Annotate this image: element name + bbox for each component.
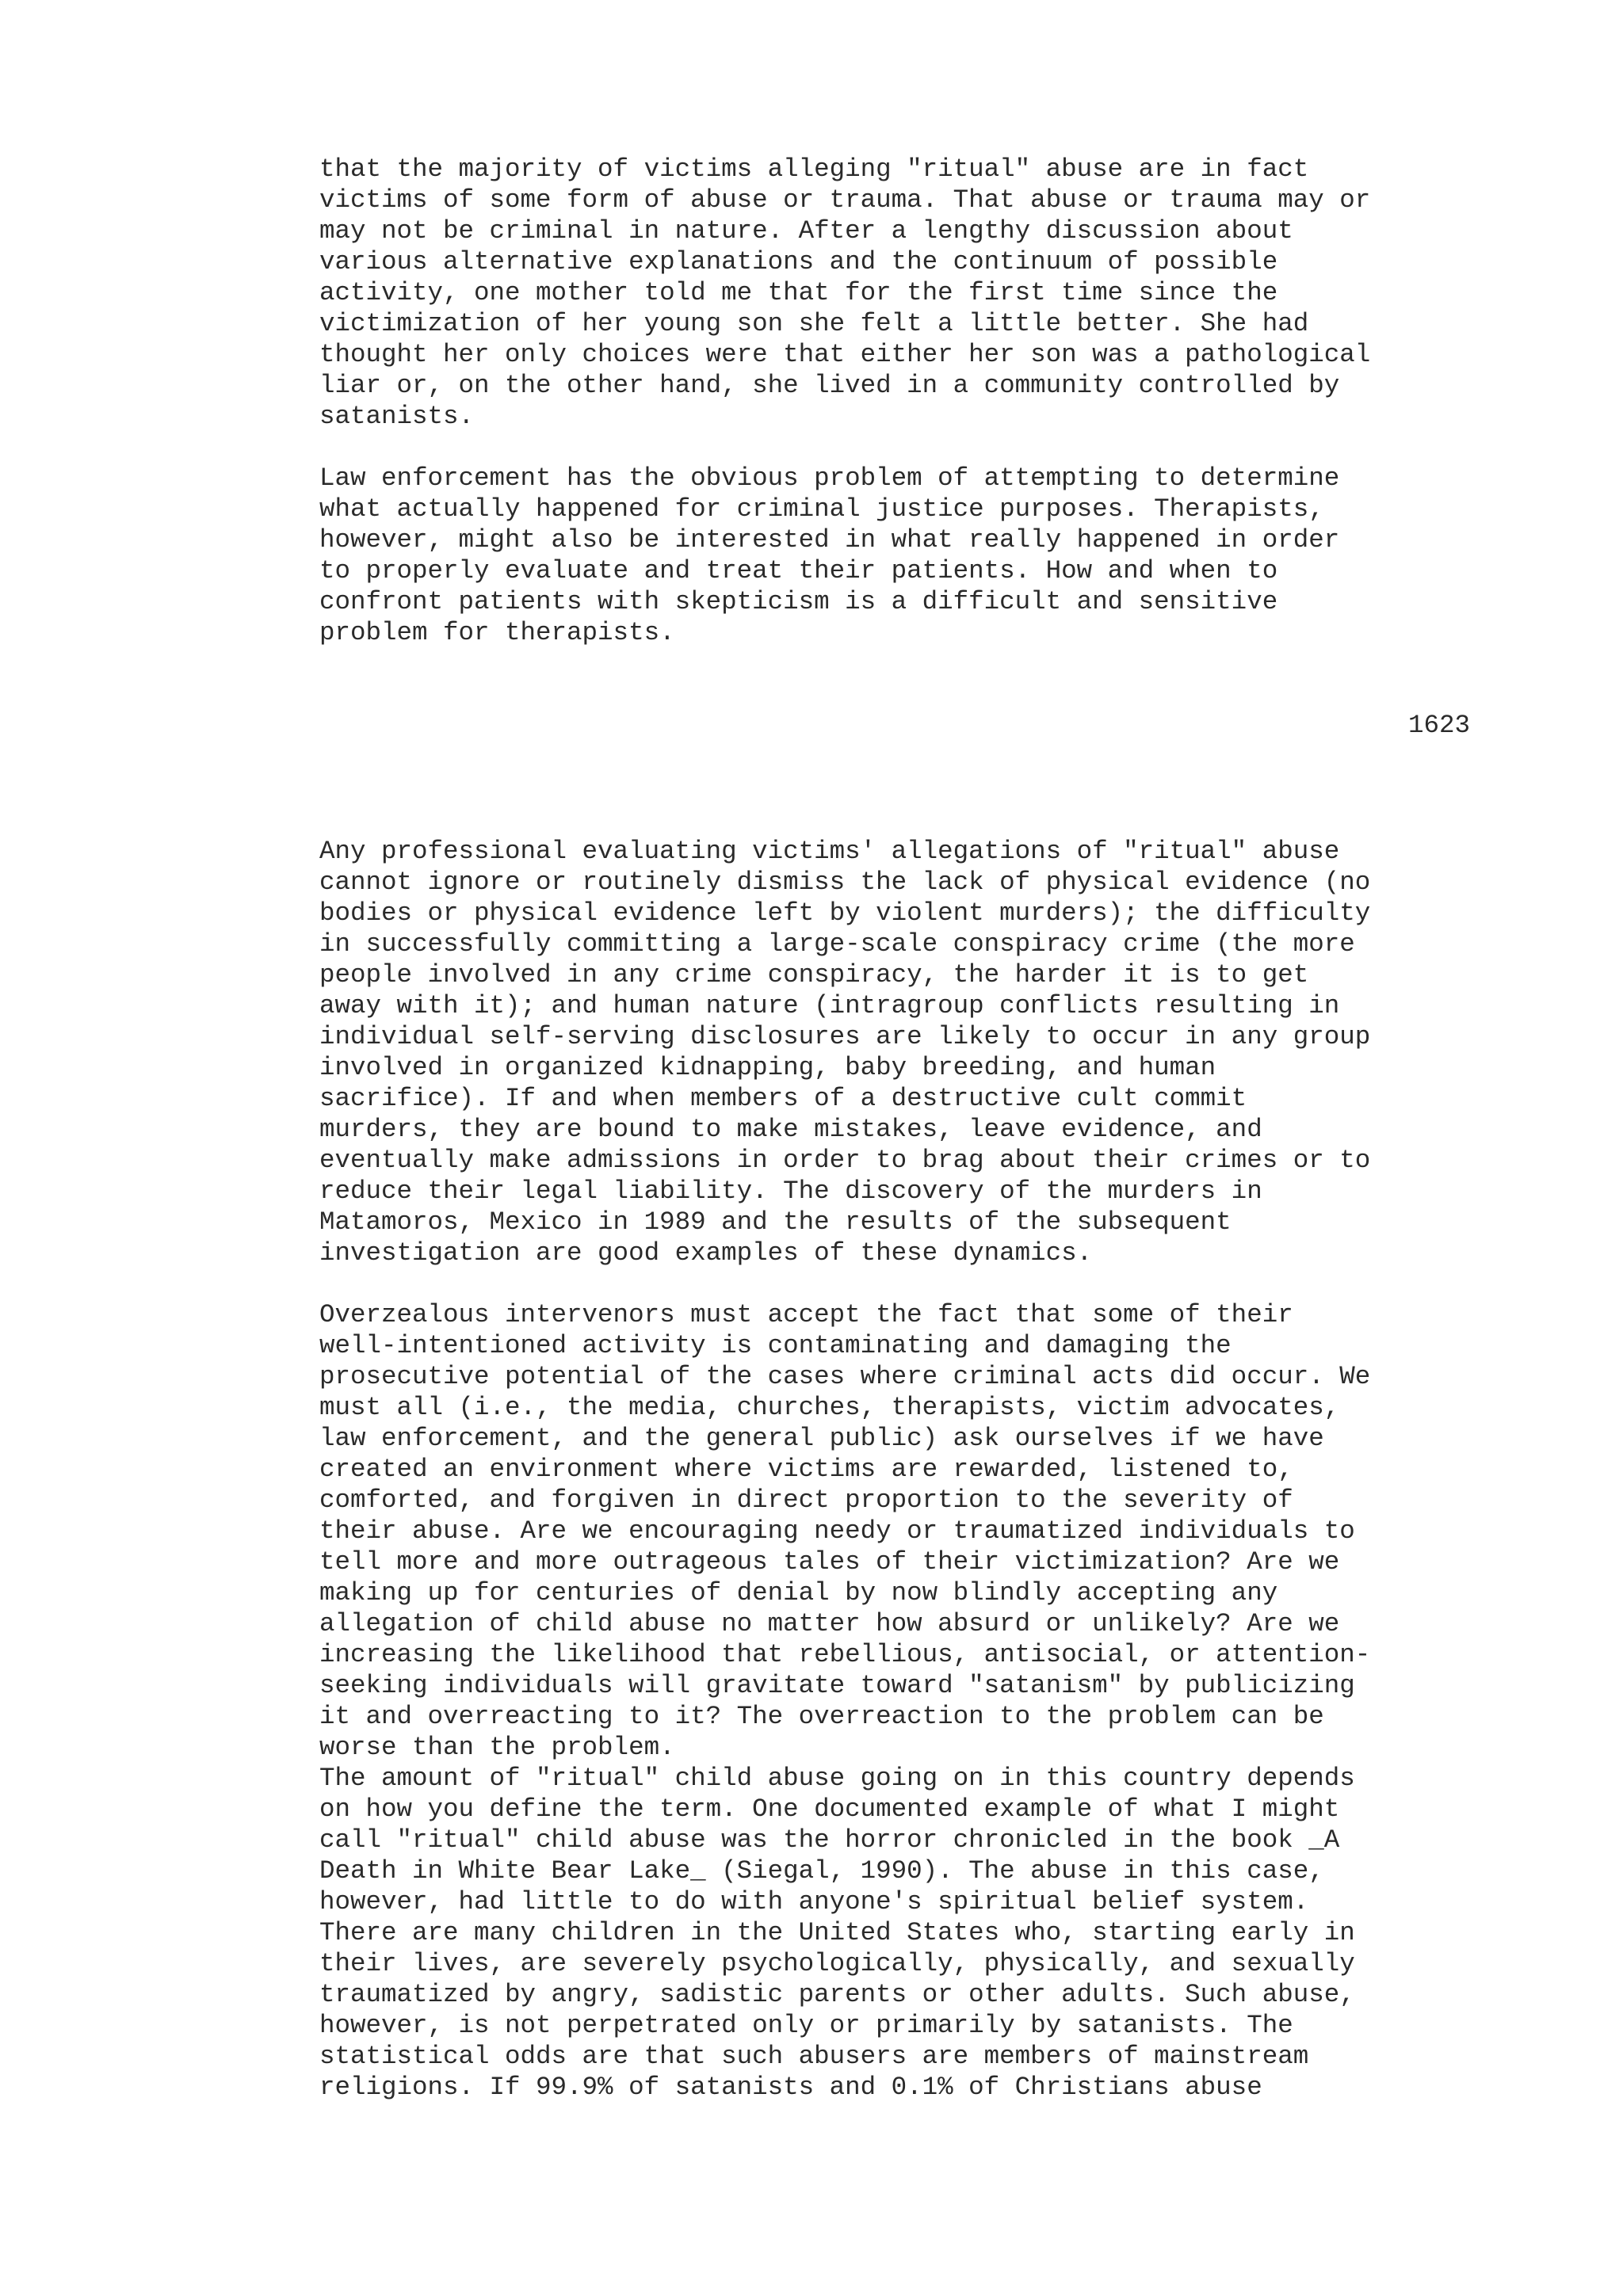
paragraph-victims-of-abuse: that the majority of victims alleging "ritual" abuse are in fact victims of some form of abuse or trauma. That abuse or trauma may or may not be criminal in nature. After a lengthy discussion about various alternative explanations and the continuum of possible activity, one mother told me that for the first time since the victimization of her young son she felt a little better. She had thought her only choices were that either her son was a pathological liar or, on the other hand, she lived in a community controlled by satanists. bbox=[319, 154, 1371, 431]
page-number: 1623 bbox=[1407, 711, 1470, 740]
paragraph-law-enforcement: Law enforcement has the obvious problem of attempting to determine what actually happened for criminal justice purposes. Therapists, however, might also be interested in what really happened in order to properly evaluate and treat their patients. How and when to confront patients with skepticism is a difficult and sensitive problem for therapists. bbox=[319, 463, 1340, 647]
paragraph-overzealous-intervenors: Overzealous intervenors must accept the fact that some of their well-intentioned activity is contaminating and damaging the prosecutive potential of the cases where criminal acts did occur. We must all (i.e., the media, churches, therapists, victim advocates, law enforcement, and the general public) ask ourselves if we have created an environment where victims are rewarded, listened to, comforted, and forgiven in direct proportion to the severity of their abuse. Are we encouraging needy or traumatized individuals to tell more and more outrageous tales of their victimization? Are we making up for centuries of denial by now blindly accepting any allegation of child abuse no matter how absurd or unlikely? Are we increasing the likelihood that rebellious, antisocial, or attention- seeking individuals will gravitate toward "satanism" by publicizing it and overreacting to it? The overreaction to the problem can be worse than the problem. bbox=[319, 1300, 1371, 1762]
paragraph-physical-evidence: Any professional evaluating victims' allegations of "ritual" abuse cannot ignore or routinely dismiss the lack of physical evidence (no bodies or physical evidence left by violent murders); the difficulty in successfully committing a large-scale conspiracy crime (the more people involved in any crime conspiracy, the harder it is to get away with it); and human nature (intragroup conflicts resulting in individual self-serving disclosures are likely to occur in any group involved in organized kidnapping, baby breeding, and human sacrifice). If and when members of a destructive cult commit murders, they are bound to make mistakes, leave evidence, and eventually make admissions in order to brag about their crimes or to reduce their legal liability. The discovery of the murders in Matamoros, Mexico in 1989 and the results of the subsequent investigation are good examples of these dynamics. bbox=[319, 837, 1371, 1268]
paragraph-ritual-child-abuse: The amount of "ritual" child abuse going on in this country depends on how you define the term. One documented example of what I might call "ritual" child abuse was the horror chronicled in the book _A Death in White Bear Lake_ (Siegal, 1990). The abuse in this case, however, had little to do with anyone's spiritual belief system. There are many children in the United States who, starting early in their lives, are severely psychologically, physically, and sexually traumatized by angry, sadistic parents or other adults. Such abuse, however, is not perpetrated only or primarily by satanists. The statistical odds are that such abusers are members of mainstream religions. If 99.9% of satanists and 0.1% of Christians abuse bbox=[319, 1764, 1355, 2102]
